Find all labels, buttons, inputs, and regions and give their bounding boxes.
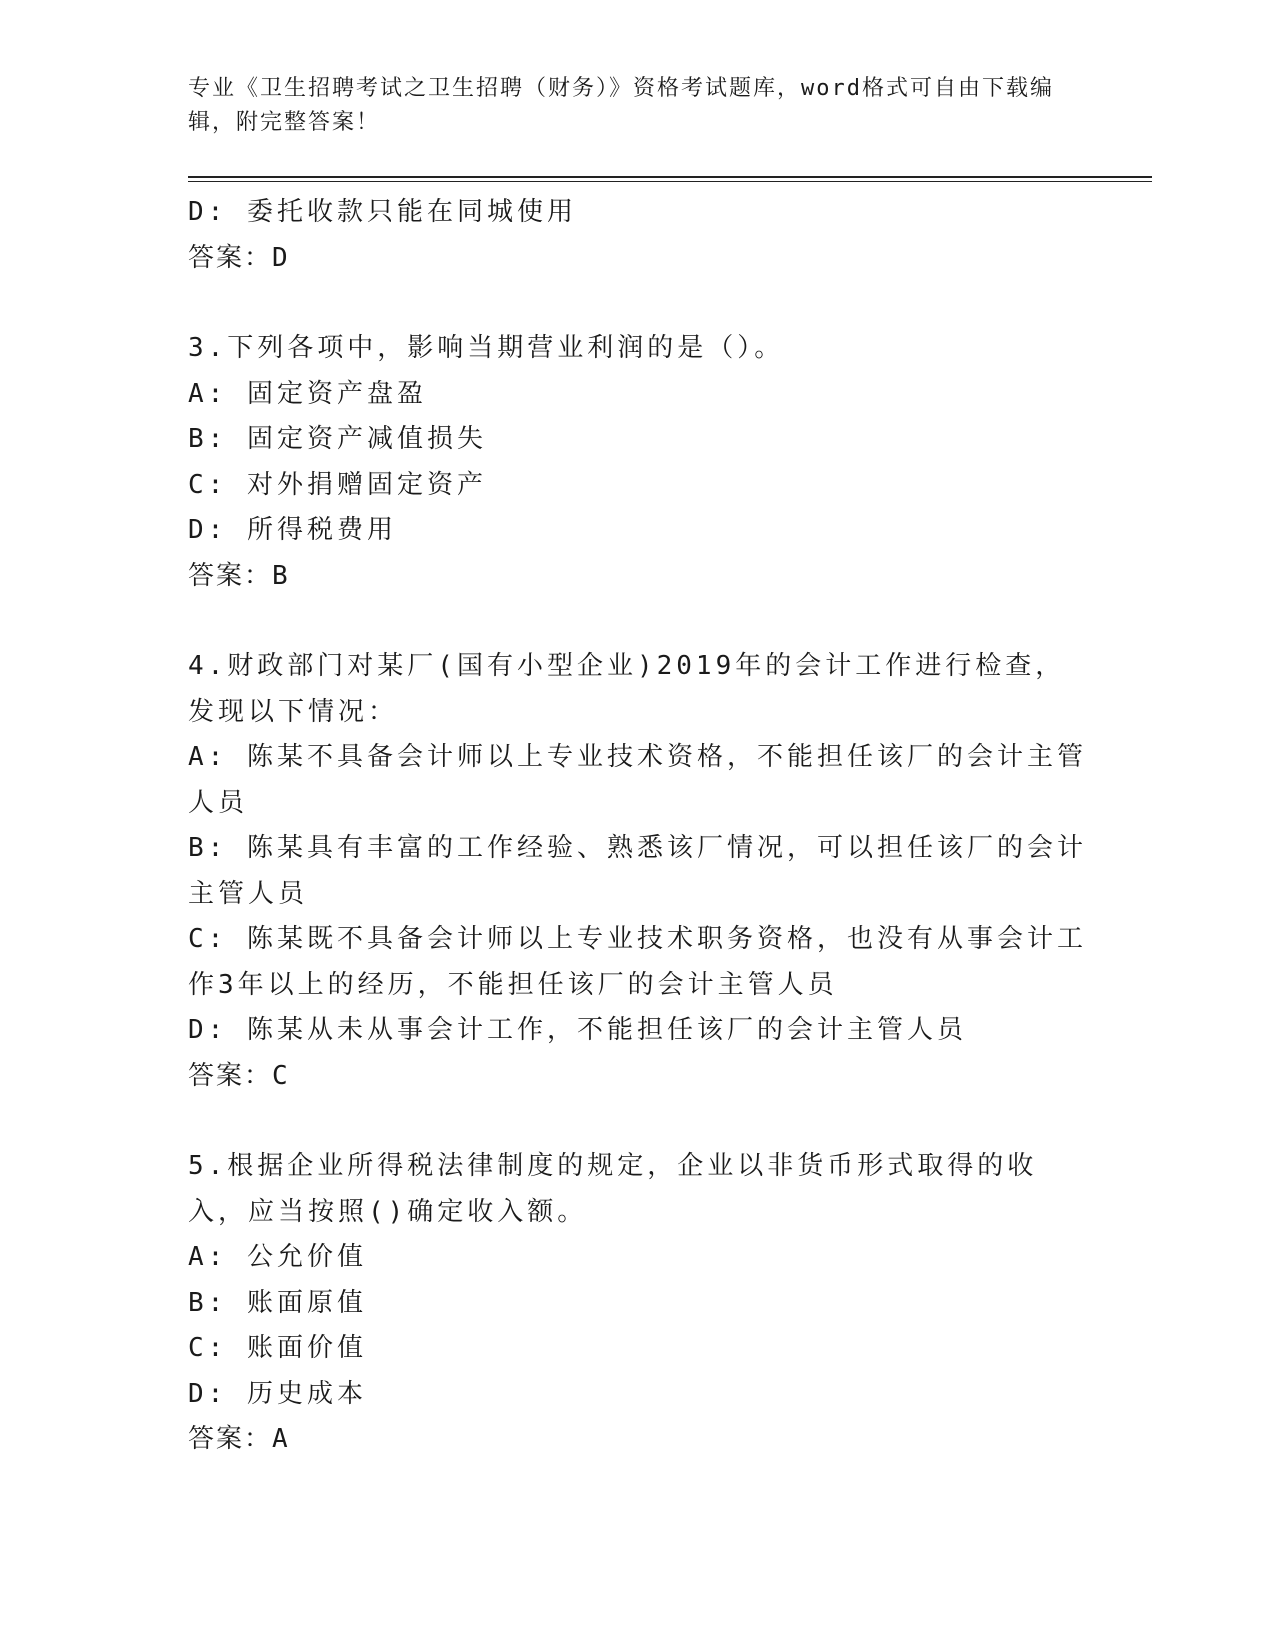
question-3 — [188, 326, 1088, 599]
spacer — [188, 599, 1088, 644]
option-a: A: 陈某不具备会计师以上专业技术资格，不能担任该厂的会计主管人员 — [188, 742, 1087, 818]
answer: 答案：B — [188, 560, 290, 591]
option-c: C: 账面价值 — [188, 1333, 367, 1363]
option-d: D: 委托收款只能在同城使用 — [188, 197, 577, 227]
document-header: 专业《卫生招聘考试之卫生招聘（财务）》资格考试题库，word格式可自由下载编辑，附完整答案！ — [188, 76, 1054, 135]
question-stem: 5.根据企业所得税法律制度的规定，企业以非货币形式取得的收入，应当按照()确定收入额。 — [188, 1151, 1038, 1227]
option-c: C: 陈某既不具备会计师以上专业技术职务资格，也没有从事会计工作3年以上的经历，不能担任该厂的会计主管人员 — [188, 924, 1087, 1000]
question-4 — [188, 644, 1088, 1099]
option-c: C: 对外捐赠固定资产 — [188, 469, 487, 500]
option-b: B: 账面原值 — [188, 1287, 367, 1318]
option-a: A: 固定资产盘盈 — [188, 378, 427, 409]
option-b: B: 陈某具有丰富的工作经验、熟悉该厂情况，可以担任该厂的会计主管人员 — [188, 833, 1087, 909]
question-stem: 4.财政部门对某厂(国有小型企业)2019年的会计工作进行检查，发现以下情况： — [188, 651, 1066, 727]
option-b: B: 固定资产减值损失 — [188, 424, 487, 454]
question-5 — [188, 1144, 1088, 1463]
spacer — [188, 1099, 1088, 1144]
question-2-tail — [188, 190, 1088, 281]
option-d: D: 历史成本 — [188, 1378, 367, 1409]
question-list — [188, 190, 1088, 1463]
option-a: A: 公允价值 — [188, 1242, 367, 1272]
option-d: D: 所得税费用 — [188, 515, 397, 545]
answer: 答案：D — [188, 242, 290, 273]
answer: 答案：A — [188, 1424, 290, 1454]
spacer — [188, 281, 1088, 326]
option-d: D: 陈某从未从事会计工作，不能担任该厂的会计主管人员 — [188, 1015, 967, 1045]
question-stem: 3.下列各项中，影响当期营业利润的是（）。 — [188, 333, 785, 363]
answer: 答案：C — [188, 1060, 290, 1091]
header-rule-thick — [188, 176, 1152, 178]
header-rule-thin — [188, 181, 1152, 182]
